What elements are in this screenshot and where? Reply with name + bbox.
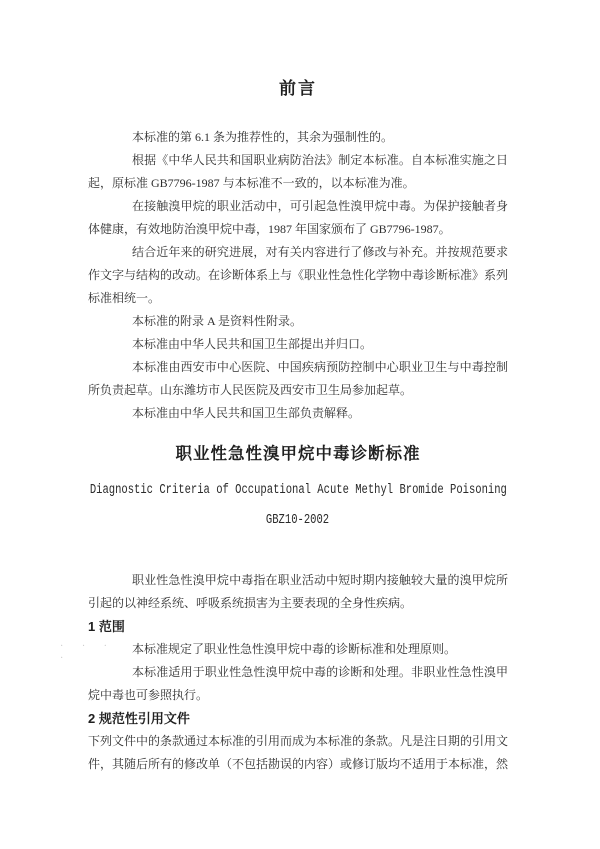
paragraph	[88, 310, 508, 333]
section-heading: 1 范围	[88, 619, 125, 634]
text-line: 本标准规定了职业性急性溴甲烷中毒的诊断标准和处理原则。	[132, 642, 457, 656]
document-body	[88, 76, 508, 776]
text-line: 所负责起草。山东潍坊市人民医院及西安市卫生局参加起草。	[88, 383, 413, 397]
text-line: 体健康，有效地防治溴甲烷中毒，1987 年国家颁布了 GB7796-1987。	[88, 222, 451, 236]
text-line: 标准相统一。	[88, 291, 161, 305]
text-line: 本标准由西安市中心医院、中国疾病预防控制中心职业卫生与中毒控制	[132, 360, 508, 374]
text-line: 职业性急性溴甲烷中毒指在职业活动中短时期内接触较大量的溴甲烷所	[132, 573, 508, 587]
standard-title-en	[88, 481, 508, 501]
text-line: 本标准由中华人民共和国卫生部负责解释。	[132, 406, 361, 420]
paragraph	[88, 402, 508, 425]
paragraph	[88, 333, 508, 356]
section-heading: 2 规范性引用文件	[88, 711, 190, 726]
text-line: 下列文件中的条款通过本标准的引用而成为本标准的条款。凡是注日期的引用文	[88, 734, 509, 748]
text-line: 起，原标准 GB7796-1987 与本标准不一致的，以本标准为准。	[88, 176, 415, 190]
text-line: 本标准由中华人民共和国卫生部提出并归口。	[132, 337, 373, 351]
text-line: 根据《中华人民共和国职业病防治法》制定本标准。自本标准实施之日	[132, 153, 508, 167]
text-line: 结合近年来的研究进展，对有关内容进行了修改与补充。并按规范要求	[132, 245, 508, 259]
paragraph	[88, 241, 508, 310]
paragraph	[88, 149, 508, 195]
text-line: 本标准的第 6.1 条为推荐性的，其余为强制性的。	[132, 130, 394, 144]
standard-title-en-text: Diagnostic Criteria of Occupational Acute Methyl Bromide Poisoning	[89, 483, 507, 498]
text-line: 作文字与结构的改动。在诊断体系上与《职业性急性化学物中毒诊断标准》系列	[88, 268, 509, 282]
paragraph	[88, 638, 508, 661]
text-line: 在接触溴甲烷的职业活动中，可引起急性溴甲烷中毒。为保护接触者身	[132, 199, 508, 213]
paragraph	[88, 730, 508, 776]
paragraph	[88, 569, 508, 615]
text-line: 件，其随后所有的修改单（不包括勘误的内容）或修订版均不适用于本标准，然	[88, 757, 509, 771]
scan-artifact-dots: · · · ·	[60, 641, 115, 664]
text-line: 本标准的附录 A 是资料性附录。	[132, 314, 303, 328]
paragraph	[88, 126, 508, 149]
paragraph	[88, 661, 508, 707]
foreword-title: 前言	[279, 79, 317, 98]
standard-title-cn: 职业性急性溴甲烷中毒诊断标准	[175, 445, 421, 463]
text-line: 本标准适用于职业性急性溴甲烷中毒的诊断和处理。非职业性急性溴甲	[132, 665, 508, 679]
text-line: 引起的以神经系统、呼吸系统损害为主要表现的全身性疾病。	[88, 596, 413, 610]
standard-code	[88, 511, 508, 531]
text-line: 烷中毒也可参照执行。	[88, 688, 209, 702]
paragraph	[88, 356, 508, 402]
standard-code-text: GBZ10-2002	[266, 513, 330, 528]
paragraph	[88, 195, 508, 241]
